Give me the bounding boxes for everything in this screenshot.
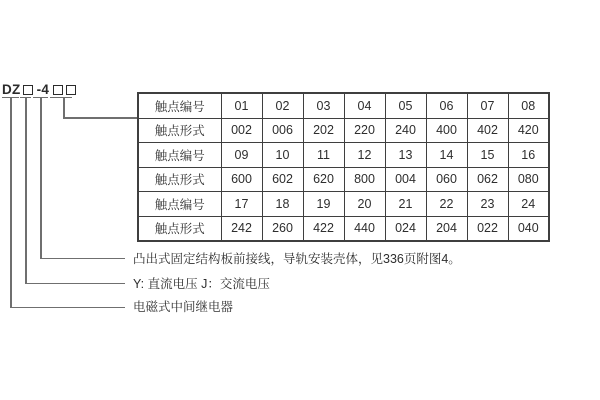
table-row — [138, 143, 549, 168]
table-cell: 260 — [262, 216, 303, 241]
contact-table — [137, 92, 550, 242]
leader-horizontal-type — [10, 307, 125, 309]
annotation-structure: 凸出式固定结构板前接线，导轨安装壳体，见336页附图4。 — [133, 252, 461, 266]
model-code — [2, 82, 76, 97]
table-cell: 20 — [344, 192, 385, 217]
underline-box2-3 — [50, 97, 72, 98]
model-code-mid: -4 — [36, 82, 50, 97]
leader-vertical-voltage — [25, 98, 27, 284]
placeholder-box-icon — [66, 85, 76, 95]
table-cell: 060 — [426, 167, 467, 192]
table-cell: 202 — [303, 118, 344, 143]
annotation-type: 电磁式中间继电器 — [133, 300, 234, 314]
table-cell: 15 — [467, 143, 508, 168]
table-cell: 22 — [426, 192, 467, 217]
table-cell: 022 — [467, 216, 508, 241]
table-cell: 600 — [221, 167, 262, 192]
table-cell: 23 — [467, 192, 508, 217]
leader-vertical-type — [10, 98, 12, 308]
annotation-voltage: Y: 直流电压 J：交流电压 — [133, 277, 270, 291]
table-cell: 03 — [303, 93, 344, 118]
table-cell: 422 — [303, 216, 344, 241]
row-label: 触点编号 — [138, 192, 221, 217]
table-cell: 13 — [385, 143, 426, 168]
table-row — [138, 118, 549, 143]
table-cell: 06 — [426, 93, 467, 118]
placeholder-box-icon — [53, 85, 63, 95]
row-label: 触点编号 — [138, 93, 221, 118]
table-cell: 21 — [385, 192, 426, 217]
table-cell: 09 — [221, 143, 262, 168]
table-cell: 402 — [467, 118, 508, 143]
table-cell: 024 — [385, 216, 426, 241]
leader-vertical-structure — [40, 98, 42, 259]
leader-horizontal-contacts — [63, 117, 137, 119]
table-cell: 220 — [344, 118, 385, 143]
table-cell: 002 — [221, 118, 262, 143]
table-cell: 08 — [508, 93, 549, 118]
table-cell: 18 — [262, 192, 303, 217]
table-cell: 006 — [262, 118, 303, 143]
table-cell: 204 — [426, 216, 467, 241]
row-label: 触点编号 — [138, 143, 221, 168]
row-label: 触点形式 — [138, 118, 221, 143]
table-cell: 420 — [508, 118, 549, 143]
table-cell: 07 — [467, 93, 508, 118]
table-cell: 800 — [344, 167, 385, 192]
table-row — [138, 167, 549, 192]
table-cell: 05 — [385, 93, 426, 118]
table-cell: 11 — [303, 143, 344, 168]
table-cell: 04 — [344, 93, 385, 118]
contact-table-body — [138, 93, 549, 241]
table-cell: 01 — [221, 93, 262, 118]
table-cell: 004 — [385, 167, 426, 192]
table-row — [138, 192, 549, 217]
table-row — [138, 93, 549, 118]
model-code-prefix: DZ — [2, 82, 21, 97]
table-row — [138, 216, 549, 241]
table-cell: 240 — [385, 118, 426, 143]
placeholder-box-icon — [23, 85, 33, 95]
row-label: 触点形式 — [138, 167, 221, 192]
table-cell: 400 — [426, 118, 467, 143]
row-label: 触点形式 — [138, 216, 221, 241]
table-cell: 14 — [426, 143, 467, 168]
table-cell: 440 — [344, 216, 385, 241]
table-cell: 620 — [303, 167, 344, 192]
table-cell: 10 — [262, 143, 303, 168]
leader-vertical-contacts — [63, 98, 65, 118]
table-cell: 16 — [508, 143, 549, 168]
leader-horizontal-voltage — [25, 283, 125, 285]
table-cell: 24 — [508, 192, 549, 217]
leader-horizontal-structure — [40, 258, 125, 260]
table-cell: 040 — [508, 216, 549, 241]
table-cell: 080 — [508, 167, 549, 192]
table-cell: 19 — [303, 192, 344, 217]
table-cell: 242 — [221, 216, 262, 241]
table-cell: 17 — [221, 192, 262, 217]
table-cell: 602 — [262, 167, 303, 192]
table-cell: 062 — [467, 167, 508, 192]
table-cell: 02 — [262, 93, 303, 118]
table-cell: 12 — [344, 143, 385, 168]
